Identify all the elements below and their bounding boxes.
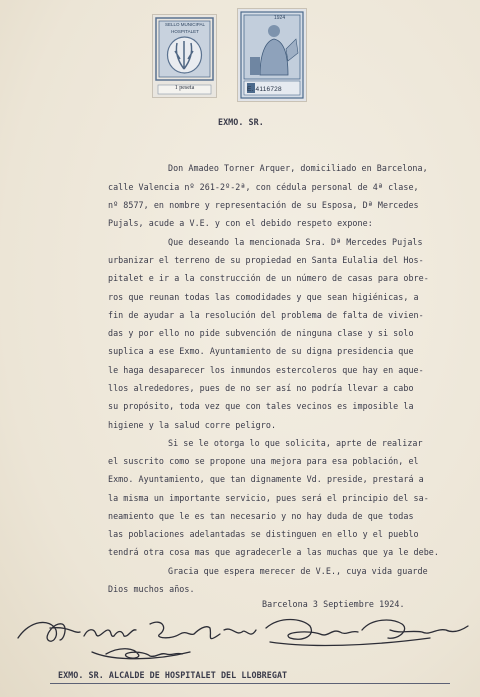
fiscal-stamp-year: 1924	[274, 15, 286, 21]
date-line: Barcelona 3 Septiembre 1924.	[262, 599, 405, 609]
fiscal-stamp-serial: E. 4116728	[247, 86, 282, 93]
addressee: EXMO. SR. ALCALDE DE HOSPITALET DEL LLOBREGAT	[58, 670, 288, 680]
body-line: Exmo. Ayuntamiento, que tan dignamente Vd. preside, prestará a	[108, 474, 424, 484]
municipal-stamp-subtitle: HOSPITALET	[171, 29, 199, 34]
body-line: calle Valencia nº 261-2º-2ª, con cédula personal de 4ª clase,	[108, 182, 419, 192]
municipal-stamp	[152, 14, 217, 98]
body-line: llos alrededores, pues de no ser así no podría llevar a cabo	[108, 383, 414, 393]
body-line: tendrá otra cosa mas que agradecerle a las muchas que ya le debe.	[108, 547, 439, 557]
body-line: ros que reunan todas las comodidades y que sean higiénicas, a	[108, 292, 419, 302]
fiscal-stamp	[237, 8, 307, 102]
body-line: Pujals, acude a V.E. y con el debido respeto expone:	[108, 218, 373, 228]
body-line: le haga desaparecer los inmundos estercoleros que hay en aque-	[108, 365, 424, 375]
municipal-stamp-title: SELLO MUNICIPAL	[165, 22, 205, 27]
salutation: EXMO. SR.	[218, 117, 264, 127]
body-line: higiene y la salud corre peligro.	[108, 420, 277, 430]
body-line: Si se le otorga lo que solicita, aprte de realizar	[168, 438, 423, 448]
handwritten-signature	[10, 600, 475, 670]
municipal-stamp-value: 1 peseta	[174, 85, 195, 91]
body-line: nº 8577, en nombre y representación de su Esposa, Dª Mercedes	[108, 200, 419, 210]
body-line: el suscrito como se propone una mejora para esa población, el	[108, 456, 419, 466]
body-line: las poblaciones adelantadas se distinguen en ello y el pueblo	[108, 529, 419, 539]
body-line: Que deseando la mencionada Sra. Dª Mercedes Pujals	[168, 237, 423, 247]
body-line: fin de ayudar a la resolución del problema de falta de vivien-	[108, 310, 424, 320]
body-line: das y por ello no pide subvención de ninguna clase y si solo	[108, 328, 414, 338]
footer-rule	[50, 683, 450, 684]
body-line: urbanizar el terreno de su propiedad en Santa Eulalia del Hos-	[108, 255, 424, 265]
body-line: la misma un importante servicio, pues será el principio del sa-	[108, 493, 429, 503]
body-line: Don Amadeo Torner Arquer, domiciliado en Barcelona,	[168, 163, 428, 173]
body-line: pitalet e ir a la construcción de un número de casas para obre-	[108, 273, 429, 283]
body-line: neamiento que le es tan necesario y no hay duda de que todas	[108, 511, 414, 521]
body-line: Dios muchos años.	[108, 584, 195, 594]
body-line: su propósito, toda vez que con tales vecinos es imposible la	[108, 401, 414, 411]
body-line: Gracia que espera merecer de V.E., cuya vida guarde	[168, 566, 428, 576]
body-line: suplica a ese Exmo. Ayuntamiento de su digna presidencia que	[108, 346, 414, 356]
